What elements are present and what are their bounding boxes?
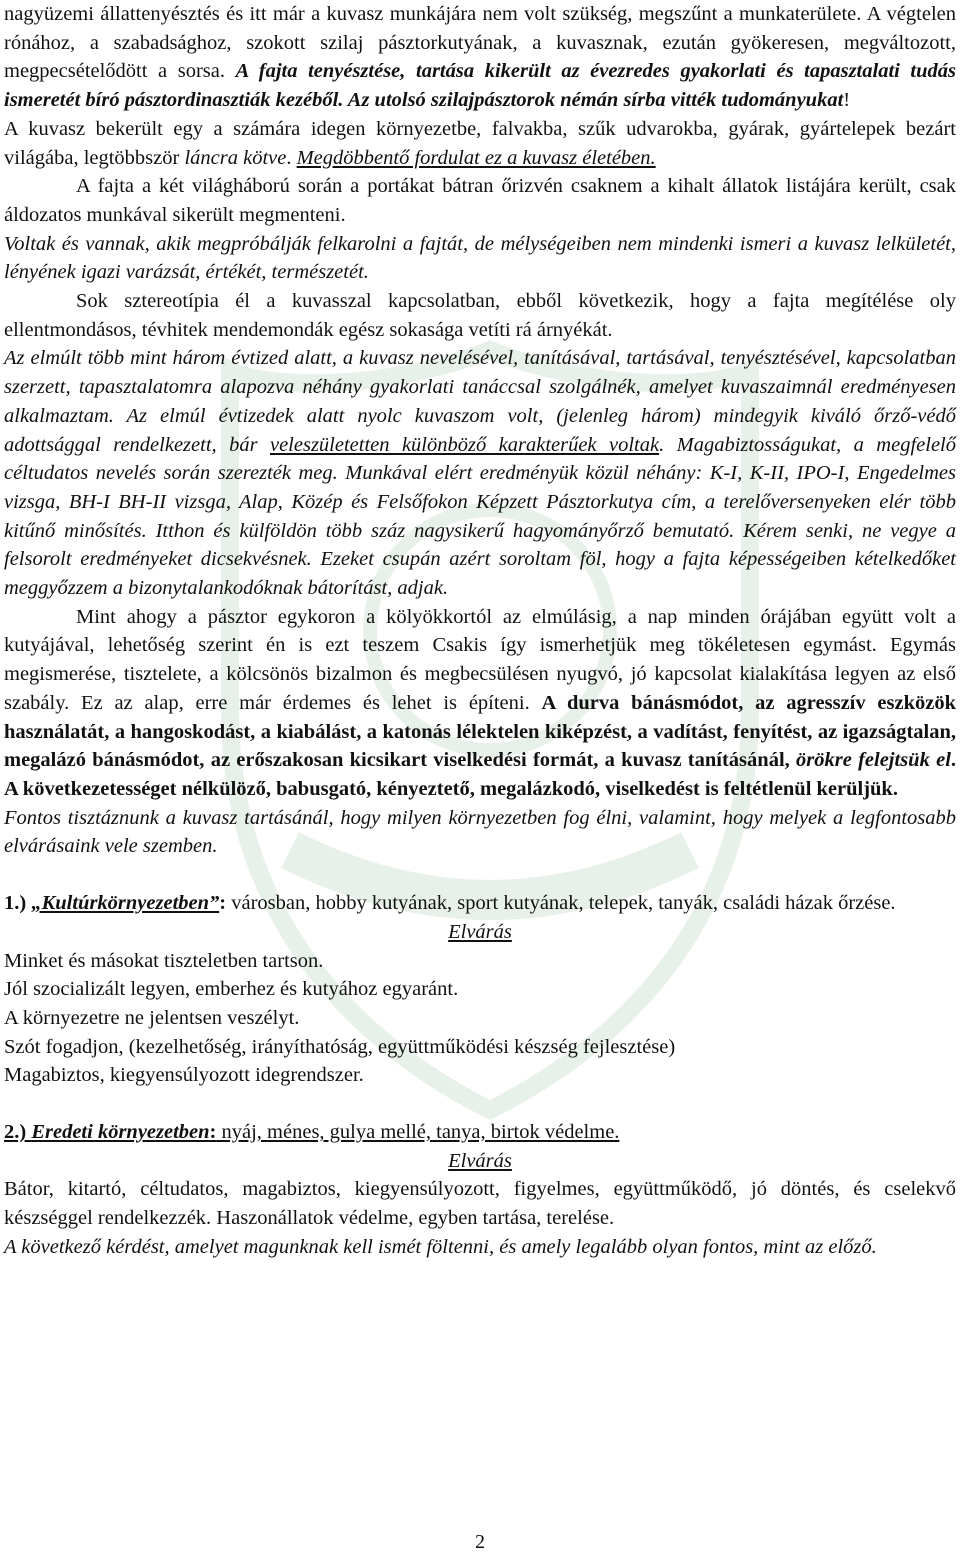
section-2-body: Bátor, kitartó, céltudatos, magabiztos, kiegyensúlyozott, figyelmes, együttműködő, jó döntés, és cselekvő készséggel rendelkezzék. Haszonállatok védelme, egyben tartása, terelése. [4, 1178, 956, 1230]
text-run: A kuvasz bekerült egy a számára idegen környezetbe, falvakba, szűk udvarokba, gyárak, gyártelepek bezárt világába, legtöbbször [4, 117, 956, 169]
section-description: nyáj, ménes, gulya mellé, tanya, birtok védelme. [216, 1121, 620, 1144]
section-1-item: Magabiztos, kiegyensúlyozott idegrendszer. [4, 1064, 364, 1087]
section-1-heading [4, 889, 956, 918]
italic-run: Fontos tisztáznunk a kuvasz tartásánál, hogy milyen környezetben fog élni, valamint, hogy melyek a legfontosabb elvárásaink vele szemben. [4, 806, 956, 858]
bold-run: A durva bánásmódot, az agresszív eszközök használatát, a hangoskodást, a kiabálást, a katonás lélektelen kiképzést, a vadítást, fenyítést, az igazságtalan, megalázó bánásmódot, az erőszakosan kicsikart viselkedési formát, a kuvasz tanításánál, [4, 691, 956, 772]
text-run: Mint ahogy a pásztor egykoron a kölyökkortól az elmúlásig, a nap minden órájában együtt volt a kutyájával, lehetőség szerint én is ezt teszem Csakis így ismerhetjük meg tökéletesen egymást. Egymás megismerése, tisztelete, a kölcsönös bizalmon és megbecsülésen nyugvó, jó kapcsolat kialakítása legyen az első szabály. Ez az alap, erre már érdemes és lehet is építeni. [4, 605, 956, 714]
bold-run: . A következetességet nélkülöző, babusgató, kényeztető, megalázkodó, viselkedést is feltétlenül kerüljük. [4, 749, 957, 800]
section-colon: : [219, 892, 227, 915]
text-run: ! [843, 89, 851, 112]
paragraph-4 [4, 230, 956, 287]
section-title: Eredeti környezetben [31, 1121, 210, 1144]
italic-run: láncra kötve [184, 146, 287, 169]
section-2-expectation-label [4, 1147, 956, 1176]
section-1-item: Jól szocializált legyen, emberhez és kutyához egyaránt. [4, 978, 459, 1001]
page-number: 2 [475, 1531, 485, 1553]
document-body [4, 0, 956, 1262]
bold-italic-run: örökre felejtsük el [796, 749, 951, 772]
expectation-label: Elvárás [448, 1149, 512, 1172]
section-number: 2.) [4, 1121, 32, 1144]
paragraph-1 [4, 0, 956, 115]
section-2-closing [4, 1233, 956, 1262]
section-1-expectation-label [4, 918, 956, 947]
italic-run: Voltak és vannak, akik megpróbálják felkarolni a fajtát, de mélységeiben nem mindenki ismeri a kuvasz lelkületét, lényének igazi varázsát, értékét, természetét. [4, 232, 956, 284]
section-title: „Kultúrkörnyezetben” [31, 892, 220, 915]
section-1-item: A környezetre ne jelentsen veszélyt. [4, 1006, 300, 1029]
emphasis-run: A fajta tenyésztése, tartása kikerült az évezredes gyakorlati és tapasztalati tudás ismeretét bíró pásztordinasztiák kezéből. Az utolsó szilajpásztorok némán sírba vitték tudományukat [4, 60, 957, 112]
underlined-italic-run: veleszületetten különböző karakterűek voltak [269, 433, 660, 456]
text-run: nagyüzemi állattenyésztés és itt már a kuvasz munkájára nem volt szükség, megszűnt a munkaterülete. A végtelen rónához, a szabadsághoz, szokott szilaj pásztorkutyának, a kuvasznak, ezután gyökeresen, megváltozott, megpecsételődött a sorsa. [4, 3, 956, 83]
italic-run: . Magabiztosságukat, a megfelelő céltudatos nevelés során szerezték meg. Munkával elért eredményük közül néhány: K-I, K-II, IPO-I, Engedelmes vizsga, BH-I BH-II vizsga, Alap, Közép és Felsőfokon Képzett Pásztorkutya cím, a terelőversenyeken elér több kitűnő minősítés. Itthon és külföldön több száz nagysikerű hagyományőrző bemutató. Kérem senki, ne vegye a felsorolt eredményeket dicsekvésnek. Ezeket csupán azért soroltam föl, hogy a fajta képességeiben kételkedőket meggyőzzem a bizonytalankodóknak bátorítást, adjak. [4, 433, 956, 600]
section-description: városban, hobby kutyának, sport kutyának, telepek, tanyák, családi házak őrzése. [226, 892, 896, 915]
paragraph-2 [4, 115, 956, 172]
paragraph-3: A fajta a két világháború során a portákat bátran őrizvén csaknem a kihalt állatok listájára került, csak áldozatos munkával sikerült megmenteni. [4, 175, 956, 226]
underlined-italic-run: Megdöbbentő fordulat ez a kuvasz életében. [296, 146, 656, 169]
section-1-item: Minket és másokat tiszteletben tartson. [4, 949, 324, 972]
paragraph-6 [4, 344, 956, 602]
italic-run: A következő kérdést, amelyet magunknak kell ismét föltenni, és amely legalább olyan fontos, mint az előző. [4, 1235, 877, 1258]
paragraph-8 [4, 804, 956, 861]
section-number: 1.) [4, 892, 32, 915]
spacer [4, 1090, 956, 1118]
spacer [4, 861, 956, 889]
paragraph-7 [4, 603, 956, 804]
expectation-label: Elvárás [448, 920, 512, 943]
paragraph-5: Sok sztereotípia él a kuvasszal kapcsolatban, ebből következik, hogy a fajta megítélése oly ellentmondásos, tévhitek mendemondák egész sokasága vetíti rá árnyékát. [4, 290, 956, 341]
section-colon: : [209, 1121, 217, 1144]
section-2-heading [4, 1118, 956, 1147]
section-1-item: Szót fogadjon, (kezelhetőség, irányíthatóság, együttműködési készség fejlesztése) [4, 1035, 676, 1058]
italic-run: Az elmúlt több mint három évtized alatt, a kuvasz nevelésével, tanításával, tartásával, tenyésztésével, kapcsolatban szerzett, tapasztalatomra alapozva néhány gyakorlati tanáccsal szolgálnék, amelyet kuvaszaimnál eredményesen alkalmaztam. Az elmúl évtizedek alatt nyolc kuvaszom volt, (jelenleg három) mindegyik kiváló őrző-védő adottsággal rendelkezett, bár [4, 347, 956, 456]
text-run: . [286, 146, 297, 169]
